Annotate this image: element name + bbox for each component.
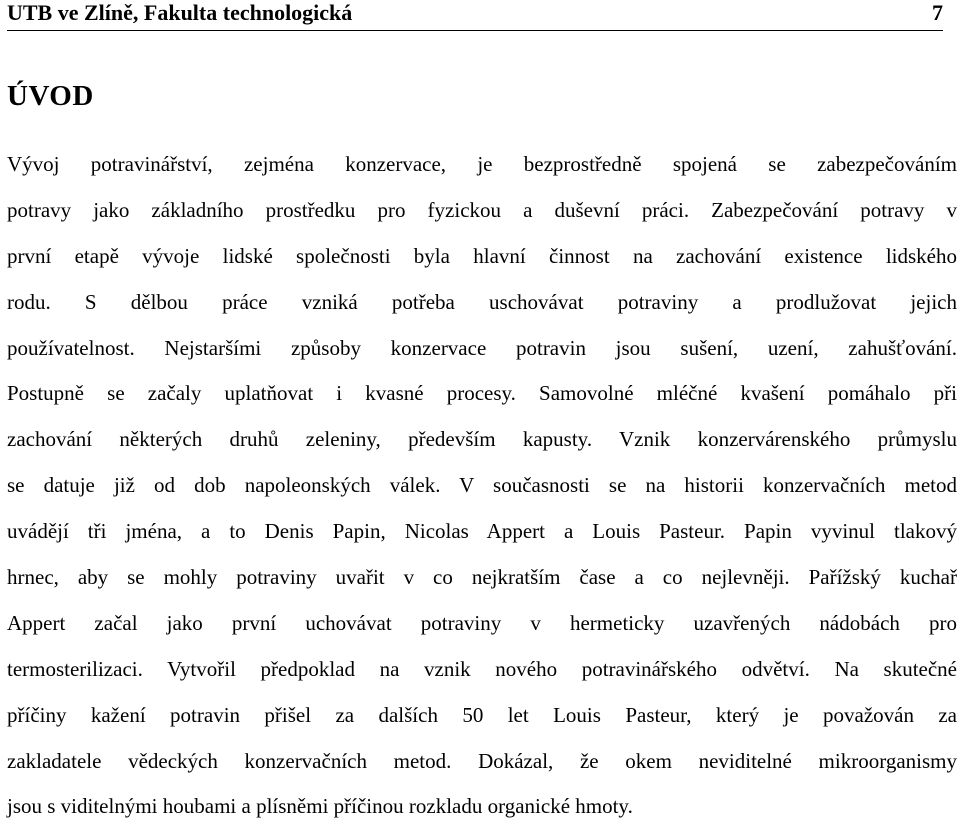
paragraph-line: příčiny kažení potravin přišel za dalších 50 let Louis Pasteur, který je považován za: [7, 702, 957, 727]
body-paragraph: [7, 142, 957, 830]
paragraph-line: jsou s viditelnými houbami a plísněmi příčinou rozkladu organické hmoty.: [7, 794, 633, 819]
paragraph-line: zakladatele vědeckých konzervačních metod. Dokázal, že okem neviditelné mikroorganismy: [7, 748, 957, 773]
paragraph-line: termosterilizaci. Vytvořil předpoklad na vznik nového potravinářského odvětví. Na skutečné: [7, 656, 957, 681]
page-number: 7: [932, 0, 943, 25]
paragraph-line: používatelnost. Nejstaršími způsoby konzervace potravin jsou sušení, uzení, zahušťování.: [7, 335, 957, 360]
paragraph-line: uvádějí tři jména, a to Denis Papin, Nicolas Appert a Louis Pasteur. Papin vyvinul tlakový: [7, 519, 957, 544]
paragraph-line: Vývoj potravinářství, zejména konzervace, je bezprostředně spojená se zabezpečováním: [7, 152, 957, 176]
paragraph-line: zachování některých druhů zeleniny, především kapusty. Vznik konzervárenského průmyslu: [7, 427, 957, 452]
header-title: UTB ve Zlíně, Fakulta technologická: [7, 0, 353, 25]
paragraph-line: hrnec, aby se mohly potraviny uvařit v co nejkratším čase a co nejlevněji. Pařížský kuchař: [7, 565, 957, 590]
header-rule: [7, 30, 943, 31]
paragraph-line: rodu. S dělbou práce vzniká potřeba uschovávat potraviny a prodlužovat jejich: [7, 289, 957, 314]
running-header: [7, 0, 943, 30]
paragraph-line: Postupně se začaly uplatňovat i kvasné procesy. Samovolné mléčné kvašení pomáhalo při: [7, 381, 957, 406]
paragraph-line: první etapě vývoje lidské společnosti byla hlavní činnost na zachování existence lidského: [7, 243, 957, 268]
section-heading: ÚVOD: [7, 80, 94, 112]
paragraph-line: Appert začal jako první uchovávat potraviny v hermeticky uzavřených nádobách pro: [7, 610, 957, 635]
paragraph-line: potravy jako základního prostředku pro fyzickou a duševní práci. Zabezpečování potravy v: [7, 197, 957, 222]
paragraph-line: se datuje již od dob napoleonských válek. V současnosti se na historii konzervačních metod: [7, 473, 957, 498]
